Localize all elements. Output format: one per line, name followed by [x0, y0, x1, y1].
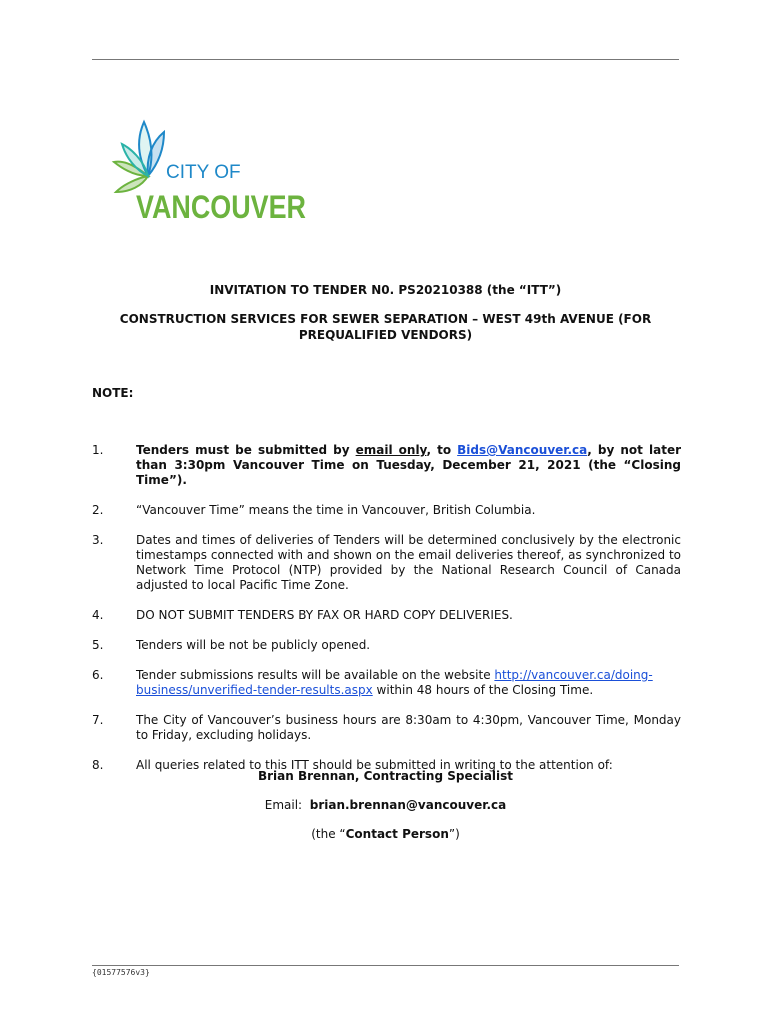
list-item — [92, 668, 681, 698]
item-text-part: , to — [426, 443, 458, 457]
contact-role-line — [92, 827, 679, 841]
list-item — [92, 713, 681, 743]
item-text-part: , by not later than 3:30pm Vancouver Time on Tuesday, December 21, 2021 (the “Closing Time”). — [136, 443, 681, 487]
document-code: {01577576v3} — [92, 968, 150, 977]
item-number: 3. — [92, 533, 104, 547]
contact-email-line — [92, 798, 679, 812]
logo-line2: VANCOUVER — [136, 189, 306, 225]
page-title: INVITATION TO TENDER N0. PS20210388 (the “ITT”) — [209, 283, 562, 297]
item-number: 7. — [92, 713, 104, 727]
email-label: Email: — [264, 798, 303, 812]
item-number: 4. — [92, 608, 104, 622]
list-item — [92, 533, 681, 593]
item-text: “Vancouver Time” means the time in Vancouver, British Columbia. — [136, 503, 536, 517]
item-number: 5. — [92, 638, 104, 652]
notes-list — [92, 443, 681, 788]
note-label: NOTE: — [92, 386, 134, 400]
list-item — [92, 608, 681, 623]
item-number: 2. — [92, 503, 104, 517]
bottom-rule — [92, 965, 679, 966]
item-text-part: Tender submissions results will be available on the website — [136, 668, 495, 682]
flower-icon — [114, 122, 164, 192]
item-text: The City of Vancouver’s business hours are 8:30am to 4:30pm, Vancouver Time, Monday to Friday, excluding holidays. — [136, 713, 681, 742]
list-item — [92, 503, 681, 518]
item-number: 8. — [92, 758, 104, 772]
contact-role: Contact Person — [345, 827, 449, 841]
item-text — [136, 668, 681, 698]
item-text-part: within 48 hours of the Closing Time. — [372, 683, 594, 697]
item-text: Tenders will be not be publicly opened. — [136, 638, 371, 652]
item-text: DO NOT SUBMIT TENDERS BY FAX OR HARD COPY DELIVERIES. — [136, 608, 513, 622]
list-item — [92, 638, 681, 653]
item-text: All queries related to this ITT should be submitted in writing to the attention of: — [136, 758, 613, 772]
contact-name: Brian Brennan, Contracting Specialist — [257, 769, 514, 783]
item-text — [136, 443, 681, 488]
top-rule — [92, 59, 679, 60]
item-text: Dates and times of deliveries of Tenders will be determined conclusively by the electronic timestamps connected with and shown on the email deliveries thereof, as synchronized to Network Time Protocol (NTP) provided by the National Research Council of Canada adjusted to local Pacific Time Zone. — [136, 533, 681, 592]
bids-email-link[interactable]: Bids@Vancouver.ca — [457, 443, 588, 457]
list-item — [92, 443, 681, 488]
tender-results-link[interactable]: http://vancouver.ca/doing-business/unverified-tender-results.aspx — [136, 668, 653, 697]
role-suffix: ”) — [448, 827, 460, 841]
logo-line1: CITY OF — [166, 162, 241, 183]
contact-email: brian.brennan@vancouver.ca — [309, 798, 507, 812]
item-number: 1. — [92, 443, 104, 457]
city-of-vancouver-logo — [108, 118, 313, 224]
page-subtitle: CONSTRUCTION SERVICES FOR SEWER SEPARATION – WEST 49th AVENUE (FOR PREQUALIFIED VENDORS) — [119, 312, 652, 342]
email-only-emphasis: email only — [355, 443, 427, 457]
role-prefix: (the “ — [311, 827, 346, 841]
item-number: 6. — [92, 668, 104, 682]
item-text-part: Tenders must be submitted by — [136, 443, 356, 457]
